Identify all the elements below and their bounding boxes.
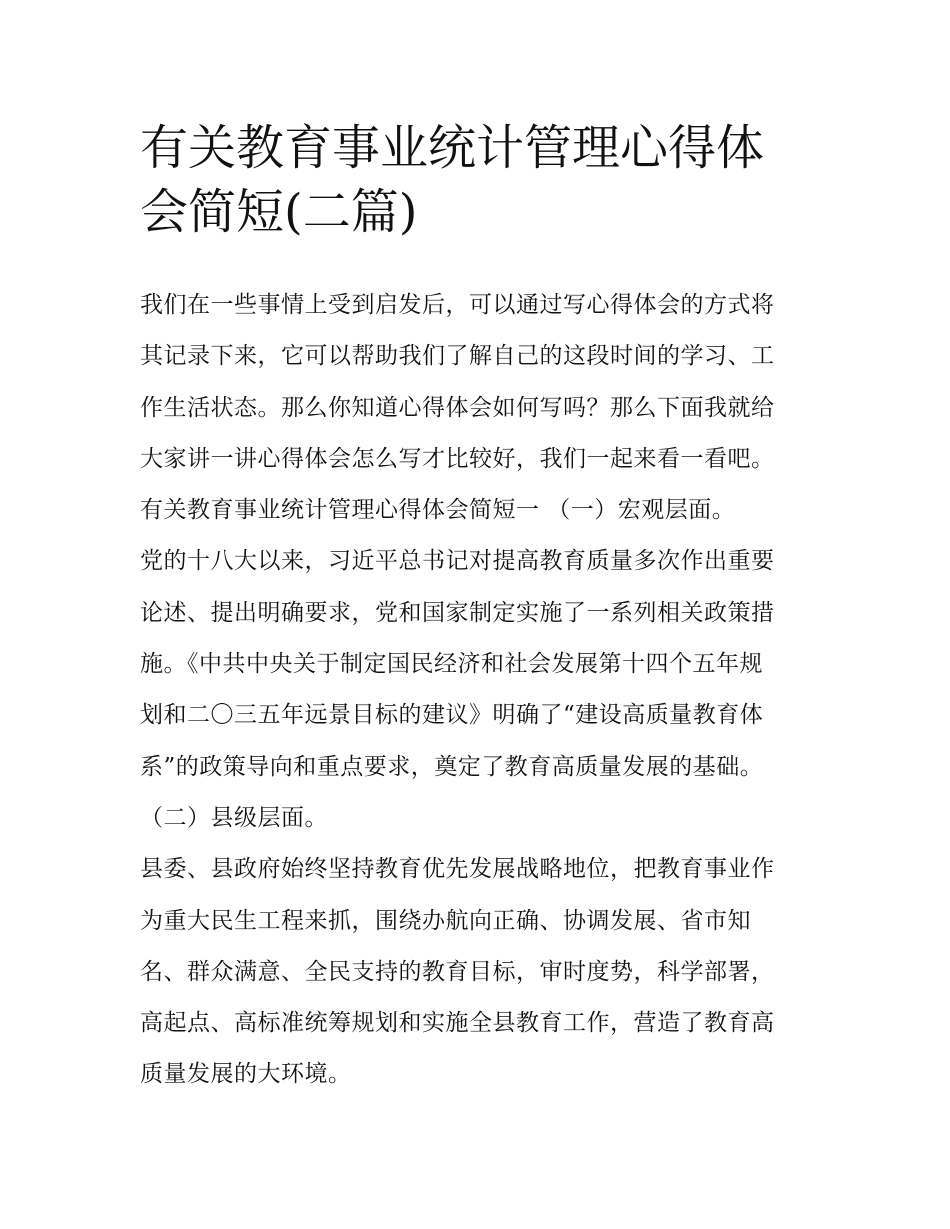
body-line: 其记录下来，它可以帮助我们了解自己的这段时间的学习、工	[140, 343, 775, 370]
body-line: 作生活状态。那么你知道心得体会如何写吗？那么下面我就给	[140, 394, 775, 421]
document-title	[140, 116, 820, 244]
section-heading-line: 有关教育事业统计管理心得体会简短一 （一）宏观层面。	[140, 497, 736, 524]
body-line: 名、群众满意、全民支持的教育目标，审时度势，科学部署，	[140, 958, 775, 985]
body-line: 质量发展的大环境。	[140, 1061, 352, 1088]
section-heading-line: （二）县级层面。	[140, 804, 328, 831]
body-line: 大家讲一讲心得体会怎么写才比较好，我们一起来看一看吧。	[140, 445, 775, 472]
body-line: 为重大民生工程来抓，围绕办航向正确、协调发展、省市知	[140, 907, 751, 934]
document-body	[140, 280, 830, 1101]
body-line: 划和二〇三五年远景目标的建议》明确了“建设高质量教育体	[140, 702, 764, 729]
body-line: 县委、县政府始终坚持教育优先发展战略地位，把教育事业作	[140, 856, 775, 883]
title-line: 会简短(二篇)	[140, 184, 418, 240]
body-line: 高起点、高标准统筹规划和实施全县教育工作，营造了教育高	[140, 1010, 775, 1037]
body-line: 党的十八大以来，习近平总书记对提高教育质量多次作出重要	[140, 548, 775, 575]
body-line: 论述、提出明确要求，党和国家制定实施了一系列相关政策措	[140, 599, 775, 626]
body-line: 施。《中共中央关于制定国民经济和社会发展第十四个五年规	[140, 651, 763, 678]
body-line: 我们在一些事情上受到启发后，可以通过写心得体会的方式将	[140, 292, 775, 318]
body-line: 系”的政策导向和重点要求，奠定了教育高质量发展的基础。	[140, 753, 764, 780]
title-line: 有关教育事业统计管理心得体	[140, 120, 765, 176]
